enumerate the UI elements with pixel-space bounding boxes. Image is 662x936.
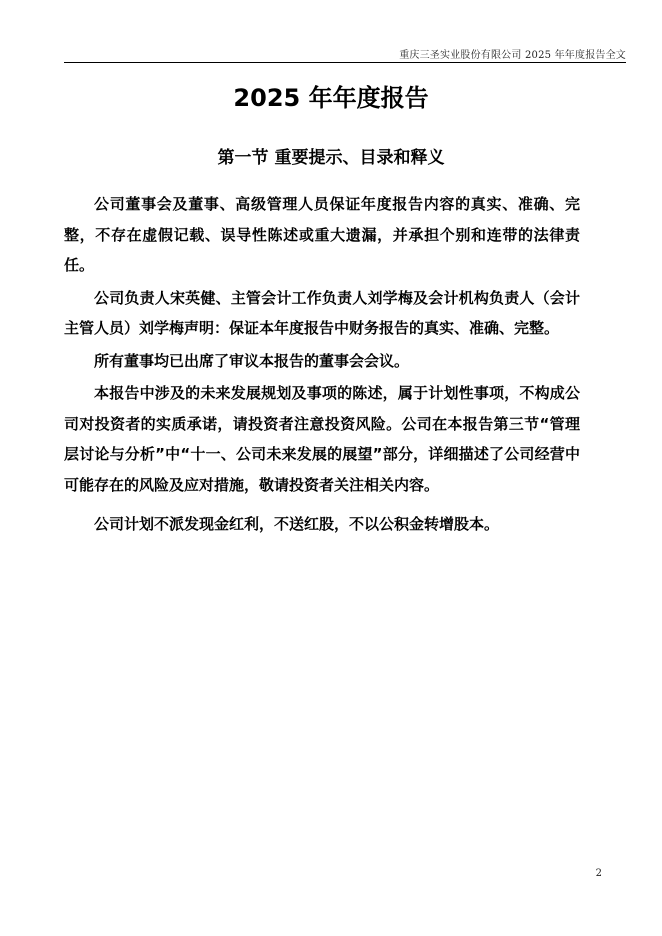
page-number: 2 [595, 868, 602, 879]
paragraph-responsible-persons: 公司负责人宋英健、主管会计工作负责人刘学梅及会计机构负责人（会计主管人员）刘学梅声明：保证本年度报告中财务报告的真实、准确、完整。 [64, 288, 580, 337]
paragraph-forward-looking: 本报告中涉及的未来发展规划及事项的陈述，属于计划性事项，不构成公司对投资者的实质承诺，请投资者注意投资风险。公司在本报告第三节“管理层讨论与分析”中“十一、公司未来发展的展望”部分，详细描述了公司经营中可能存在的风险及应对措施，敬请投资者关注相关内容。 [64, 384, 580, 494]
body-text [64, 189, 580, 542]
paragraph-directors-attendance: 所有董事均已出席了审议本报告的董事会会议。 [94, 351, 410, 370]
paragraph-board-guarantee: 公司董事会及董事、高级管理人员保证年度报告内容的真实、准确、完整，不存在虚假记载、误导性陈述或重大遗漏，并承担个别和连带的法律责任。 [64, 195, 580, 274]
section-title: 第一节 重要提示、目录和释义 [217, 148, 445, 168]
running-header: 重庆三圣实业股份有限公司 2025 年年度报告全文 [399, 50, 626, 61]
header-rule [64, 62, 626, 63]
document-title: 2025 年年度报告 [233, 84, 429, 112]
paragraph-dividend-plan: 公司计划不派发现金红利，不送红股，不以公积金转增股本。 [94, 515, 500, 533]
